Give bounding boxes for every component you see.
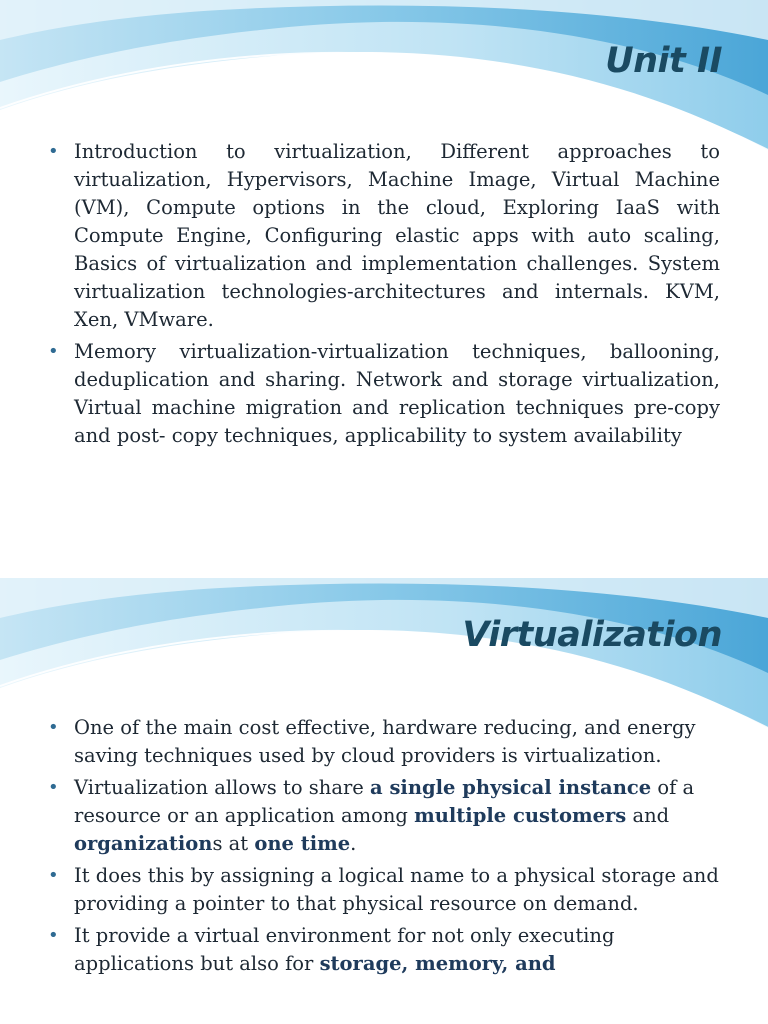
bullet-marker: • — [48, 141, 59, 162]
bullet-item — [48, 774, 720, 858]
bullet-item — [48, 862, 720, 918]
bold-phrase: a single physical instance — [370, 776, 652, 799]
bold-phrase: storage, memory, and — [319, 952, 556, 975]
bullet-text: One of the main cost effective, hardware reducing, and energy saving techniques used by cloud providers is virtualization. — [74, 716, 696, 767]
bullet-text-part: . — [350, 832, 357, 855]
slide-title: Virtualization — [462, 615, 722, 655]
bullet-item — [48, 922, 720, 978]
bold-phrase: multiple customers — [414, 804, 627, 827]
bullet-list — [48, 138, 720, 454]
bullet-text-part: It provide a virtual environment for not only executing applications but also for — [74, 924, 615, 975]
bold-phrase: organization — [74, 832, 213, 855]
bullet-marker: • — [48, 777, 59, 798]
bullet-text-part: s at — [212, 832, 255, 855]
bullet-marker: • — [48, 925, 59, 946]
bold-phrase: one time — [254, 832, 351, 855]
bullet-marker: • — [48, 717, 59, 738]
bullet-marker: • — [48, 341, 59, 362]
bullet-list — [48, 714, 720, 982]
bullet-marker: • — [48, 865, 59, 886]
bullet-text-part: and — [626, 804, 670, 827]
bullet-item — [48, 338, 720, 450]
bullet-text: It does this by assigning a logical name to a physical storage and providing a pointer to that physical resource on demand. — [74, 864, 719, 915]
bullet-item — [48, 138, 720, 334]
bullet-text-part: of a resource or an application among — [74, 776, 695, 827]
slide-virtualization — [0, 578, 768, 1024]
bullet-text: Memory virtualization-virtualization techniques, ballooning, deduplication and sharing. Network and storage virtualization, Virtual machine migration and replication techniques pre-copy and post- copy techniques, applicability to system availability — [74, 340, 720, 447]
bullet-item — [48, 714, 720, 770]
bullet-text: Introduction to virtualization, Different approaches to virtualization, Hypervisors, Machine Image, Virtual Machine (VM), Compute options in the cloud, Exploring IaaS with Compute Engine, Configuring elastic apps with auto scaling, Basics of virtualization and implementation challenges. System virtualization technologies-architectures and internals. KVM, Xen, VMware. — [74, 140, 720, 331]
slide-title: Unit II — [605, 41, 722, 81]
bullet-text-part: Virtualization allows to share — [74, 776, 371, 799]
